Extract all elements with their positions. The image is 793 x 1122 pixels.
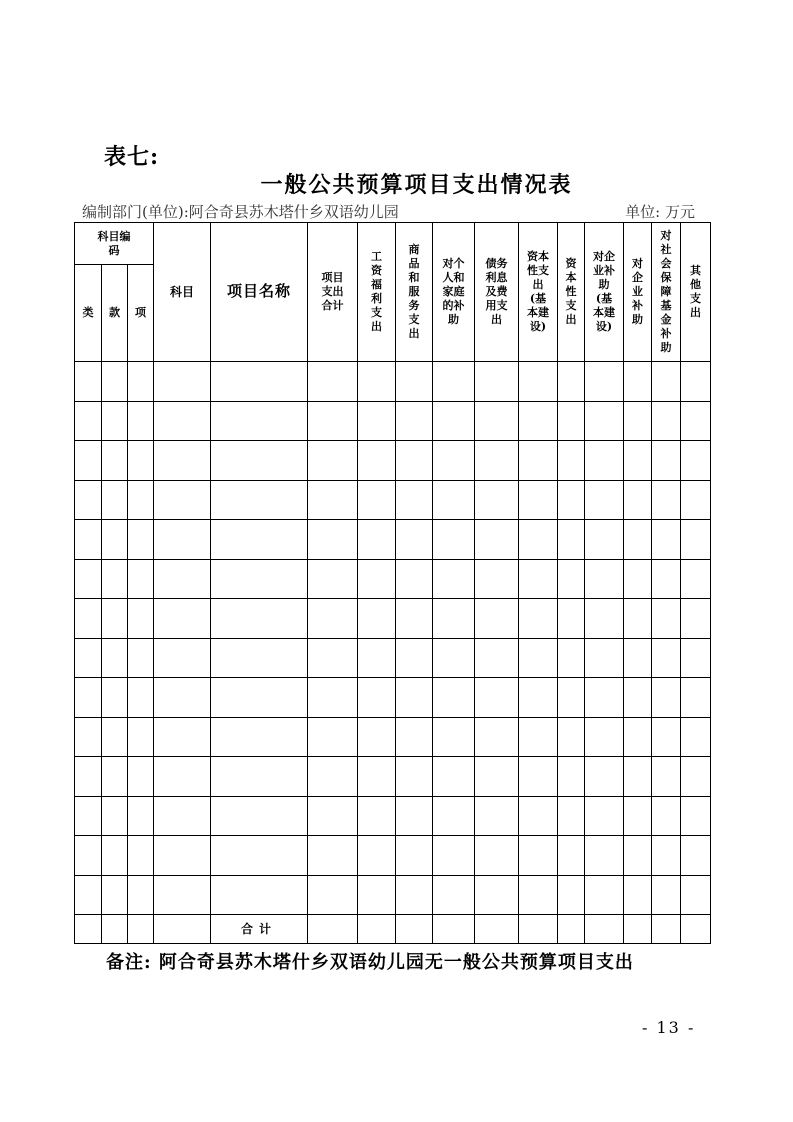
table-cell [585, 520, 624, 560]
table-cell [308, 520, 358, 560]
remarks-note: 备注: 阿合奇县苏木塔什乡双语幼儿园无一般公共预算项目支出 [106, 952, 634, 973]
table-cell [558, 678, 585, 718]
table-cell [558, 480, 585, 520]
table-cell [128, 520, 154, 560]
table-cell [519, 638, 558, 678]
table-cell [211, 875, 308, 915]
budget-table [74, 222, 711, 944]
table-cell [308, 836, 358, 876]
table-cell [681, 875, 711, 915]
table-cell [75, 638, 102, 678]
table-cell [681, 836, 711, 876]
table-cell [154, 678, 211, 718]
table-cell [681, 441, 711, 481]
table-cell [358, 717, 396, 757]
table-cell [433, 362, 475, 402]
table-cell [624, 441, 652, 481]
table-cell [652, 520, 681, 560]
table-row [75, 638, 711, 678]
table-cell [681, 401, 711, 441]
table-cell [585, 915, 624, 944]
table-cell [652, 875, 681, 915]
table-cell [128, 401, 154, 441]
table-cell [211, 757, 308, 797]
table-cell [211, 441, 308, 481]
table-cell [154, 717, 211, 757]
table-cell [475, 559, 519, 599]
category-label: 资本 性支 出 (基 本建 设) [527, 250, 550, 333]
table-cell [154, 362, 211, 402]
table-row [75, 441, 711, 481]
table-cell [433, 520, 475, 560]
table-cell [681, 362, 711, 402]
table-cell [358, 441, 396, 481]
code-sub-label: 类 [82, 306, 94, 319]
table-cell [585, 362, 624, 402]
table-row [75, 362, 711, 402]
table-cell [558, 875, 585, 915]
table-cell [433, 915, 475, 944]
table-row [75, 599, 711, 639]
table-cell [308, 717, 358, 757]
table-row [75, 717, 711, 757]
total-label-cell [211, 915, 308, 944]
table-cell [308, 875, 358, 915]
table-cell [102, 480, 128, 520]
category-label: 对企 业补 助 (基 本建 设) [593, 250, 616, 333]
table-cell [519, 441, 558, 481]
table-cell [358, 757, 396, 797]
category-header-household-subsidy [433, 223, 475, 362]
table-cell [433, 599, 475, 639]
table-cell [652, 599, 681, 639]
table-cell [128, 559, 154, 599]
category-label: 商 品 和 服 务 支 出 [408, 243, 420, 340]
code-sub-label: 款 [109, 306, 120, 319]
table-cell [652, 441, 681, 481]
document-title: 一般公共预算项目支出情况表 [260, 172, 573, 198]
table-cell [358, 678, 396, 718]
table-cell [102, 915, 128, 944]
table-cell [396, 441, 433, 481]
table-cell [475, 599, 519, 639]
table-cell [75, 757, 102, 797]
table-cell [681, 757, 711, 797]
table-cell [308, 678, 358, 718]
table-cell [128, 480, 154, 520]
table-cell [433, 559, 475, 599]
table-cell [624, 836, 652, 876]
table-cell [308, 915, 358, 944]
table-cell [433, 401, 475, 441]
table-cell [396, 875, 433, 915]
table-cell [624, 717, 652, 757]
table-cell [102, 401, 128, 441]
table-cell [433, 757, 475, 797]
table-cell [652, 401, 681, 441]
table-cell [558, 638, 585, 678]
table-cell [475, 796, 519, 836]
table-cell [558, 915, 585, 944]
table-cell [102, 441, 128, 481]
table-cell [475, 401, 519, 441]
table-cell [585, 599, 624, 639]
table-cell [652, 915, 681, 944]
table-cell [102, 875, 128, 915]
table-cell [211, 717, 308, 757]
table-cell [558, 836, 585, 876]
table-cell [681, 678, 711, 718]
table-cell [211, 362, 308, 402]
table-cell [128, 757, 154, 797]
table-cell [154, 599, 211, 639]
table-cell [519, 875, 558, 915]
table-cell [308, 599, 358, 639]
table-cell [308, 441, 358, 481]
table-cell [558, 559, 585, 599]
table-cell [211, 520, 308, 560]
table-cell [519, 599, 558, 639]
subject-header [154, 223, 211, 362]
table-cell [154, 836, 211, 876]
table-cell [519, 915, 558, 944]
table-cell [128, 836, 154, 876]
category-label: 对 企 业 补 助 [632, 257, 644, 326]
table-cell [102, 638, 128, 678]
table-cell [154, 559, 211, 599]
table-cell [75, 915, 102, 944]
category-label: 对 社 会 保 障 基 金 补 助 [660, 229, 672, 354]
category-header-social-security [652, 223, 681, 362]
table-cell [624, 520, 652, 560]
table-cell [396, 836, 433, 876]
table-cell [585, 836, 624, 876]
table-cell [558, 599, 585, 639]
page-number: - 13 - [642, 1018, 696, 1037]
table-cell [624, 401, 652, 441]
category-label: 工 资 福 利 支 出 [371, 250, 383, 333]
total-expense-header [308, 223, 358, 362]
table-cell [585, 480, 624, 520]
table-cell [75, 717, 102, 757]
table-cell [308, 362, 358, 402]
table-cell [681, 915, 711, 944]
table-cell [433, 638, 475, 678]
table-cell [433, 717, 475, 757]
table-cell [396, 520, 433, 560]
table-cell [585, 796, 624, 836]
table-cell [519, 678, 558, 718]
table-cell [558, 441, 585, 481]
table-cell [358, 520, 396, 560]
table-cell [433, 480, 475, 520]
table-cell [558, 362, 585, 402]
table-cell [358, 401, 396, 441]
table-cell [102, 678, 128, 718]
table-cell [308, 559, 358, 599]
table-cell [585, 401, 624, 441]
category-label: 对个 人和 家庭 的补 助 [442, 257, 465, 326]
table-cell [585, 559, 624, 599]
table-cell [558, 717, 585, 757]
table-cell [652, 559, 681, 599]
table-cell [128, 441, 154, 481]
table-cell [75, 480, 102, 520]
code-header [75, 223, 154, 265]
table-cell [358, 836, 396, 876]
table-cell [433, 678, 475, 718]
table-cell [652, 717, 681, 757]
table-row [75, 678, 711, 718]
table-cell [128, 717, 154, 757]
code-header-label: 科目编 码 [97, 229, 131, 257]
table-cell [154, 441, 211, 481]
category-label: 资 本 性 支 出 [565, 257, 577, 326]
table-cell [433, 875, 475, 915]
table-cell [624, 362, 652, 402]
table-cell [475, 520, 519, 560]
table-cell [558, 520, 585, 560]
table-cell [681, 796, 711, 836]
category-header-enterprise-construction [585, 223, 624, 362]
table-cell [519, 836, 558, 876]
table-cell [475, 441, 519, 481]
table-cell [211, 836, 308, 876]
project-name-header [211, 223, 308, 362]
table-cell [75, 836, 102, 876]
table-cell [396, 362, 433, 402]
table-cell [681, 520, 711, 560]
table-cell [585, 875, 624, 915]
table-cell [308, 480, 358, 520]
department-line: 编制部门(单位):阿合奇县苏木塔什乡双语幼儿园 [82, 203, 399, 221]
table-cell [128, 638, 154, 678]
table-cell [358, 480, 396, 520]
table-cell [128, 362, 154, 402]
table-cell [519, 480, 558, 520]
category-header-other [681, 223, 711, 362]
table-cell [308, 757, 358, 797]
table-cell [558, 401, 585, 441]
table-cell [519, 401, 558, 441]
table-cell [681, 480, 711, 520]
table-cell [102, 599, 128, 639]
table-cell [681, 638, 711, 678]
table-cell [585, 441, 624, 481]
table-cell [396, 757, 433, 797]
table-cell [75, 875, 102, 915]
table-body [75, 362, 711, 944]
table-cell [102, 559, 128, 599]
table-row [75, 520, 711, 560]
table-cell [154, 401, 211, 441]
table-cell [102, 836, 128, 876]
table-cell [475, 480, 519, 520]
table-cell [128, 796, 154, 836]
category-header-capital [558, 223, 585, 362]
table-row [75, 401, 711, 441]
table-cell [652, 480, 681, 520]
table-cell [211, 401, 308, 441]
table-cell [128, 915, 154, 944]
table-cell [624, 559, 652, 599]
table-cell [585, 757, 624, 797]
table-cell [75, 796, 102, 836]
table-cell [396, 678, 433, 718]
table-cell [358, 915, 396, 944]
table-cell [396, 717, 433, 757]
table-cell [154, 796, 211, 836]
table-cell [211, 638, 308, 678]
table-cell [358, 559, 396, 599]
category-header-debt-interest [475, 223, 519, 362]
table-cell [154, 915, 211, 944]
table-cell [681, 559, 711, 599]
category-label: 其 他 支 出 [690, 264, 702, 319]
table-cell [475, 757, 519, 797]
table-cell [475, 638, 519, 678]
code-sub-label: 项 [135, 306, 147, 319]
table-cell [75, 441, 102, 481]
table-cell [154, 520, 211, 560]
table-cell [211, 678, 308, 718]
table-cell [154, 480, 211, 520]
table-cell [585, 678, 624, 718]
code-sub-header-class [75, 265, 102, 362]
table-cell [433, 796, 475, 836]
table-cell [75, 362, 102, 402]
table-cell [358, 796, 396, 836]
table-cell [652, 796, 681, 836]
table-cell [475, 717, 519, 757]
category-header-capital-construction [519, 223, 558, 362]
table-cell [652, 836, 681, 876]
table-cell [211, 480, 308, 520]
table-cell [308, 796, 358, 836]
table-cell [475, 678, 519, 718]
table-cell [652, 362, 681, 402]
table-cell [519, 796, 558, 836]
table-cell [75, 520, 102, 560]
table-cell [211, 559, 308, 599]
table-cell [624, 678, 652, 718]
table-cell [681, 717, 711, 757]
table-row [75, 757, 711, 797]
table-cell [475, 915, 519, 944]
table-cell [308, 638, 358, 678]
table-row [75, 559, 711, 599]
table-row [75, 480, 711, 520]
category-label: 债务 利息 及费 用支 出 [485, 257, 508, 326]
table-cell [75, 559, 102, 599]
table-cell [75, 599, 102, 639]
table-cell [102, 757, 128, 797]
category-header-goods-services [396, 223, 433, 362]
table-row [75, 796, 711, 836]
table-cell [358, 599, 396, 639]
table-cell [585, 638, 624, 678]
table-cell [102, 362, 128, 402]
total-label: 合计 [241, 921, 278, 936]
table-cell [624, 757, 652, 797]
total-expense-label: 项目 支出 合计 [321, 271, 344, 312]
table-cell [396, 599, 433, 639]
table-cell [652, 757, 681, 797]
table-cell [624, 796, 652, 836]
table-cell [308, 401, 358, 441]
table-cell [102, 520, 128, 560]
total-row [75, 915, 711, 944]
code-sub-header-item [128, 265, 154, 362]
table-cell [75, 401, 102, 441]
table-cell [475, 875, 519, 915]
table-cell [102, 796, 128, 836]
table-cell [128, 599, 154, 639]
table-cell [624, 915, 652, 944]
table-cell [558, 796, 585, 836]
table-cell [128, 678, 154, 718]
project-name-label: 项目名称 [227, 282, 292, 300]
table-cell [154, 875, 211, 915]
table-cell [211, 796, 308, 836]
table-cell [558, 757, 585, 797]
table-cell [358, 875, 396, 915]
table-cell [475, 836, 519, 876]
category-header-enterprise-subsidy [624, 223, 652, 362]
table-cell [396, 401, 433, 441]
table-cell [128, 875, 154, 915]
unit-label: 单位: 万元 [625, 203, 695, 221]
table-cell [358, 362, 396, 402]
table-cell [624, 480, 652, 520]
table-row [75, 875, 711, 915]
table-cell [102, 717, 128, 757]
table-cell [519, 362, 558, 402]
table-cell [154, 638, 211, 678]
table-cell [681, 599, 711, 639]
subject-header-label: 科目 [170, 284, 195, 299]
table-cell [624, 875, 652, 915]
table-cell [519, 717, 558, 757]
table-cell [396, 638, 433, 678]
table-cell [652, 638, 681, 678]
table-cell [75, 678, 102, 718]
table-cell [519, 559, 558, 599]
table-cell [433, 836, 475, 876]
table-cell [585, 717, 624, 757]
table-cell [652, 678, 681, 718]
table-number-label: 表七: [104, 144, 160, 170]
table-cell [624, 599, 652, 639]
table-cell [211, 599, 308, 639]
table-cell [396, 559, 433, 599]
table-cell [396, 915, 433, 944]
table-cell [624, 638, 652, 678]
table-cell [475, 362, 519, 402]
table-cell [519, 757, 558, 797]
table-cell [358, 638, 396, 678]
code-sub-header-section [102, 265, 128, 362]
table-cell [519, 520, 558, 560]
category-header-salary [358, 223, 396, 362]
table-cell [433, 441, 475, 481]
table-row [75, 836, 711, 876]
table-cell [396, 480, 433, 520]
table-cell [154, 757, 211, 797]
table-cell [396, 796, 433, 836]
